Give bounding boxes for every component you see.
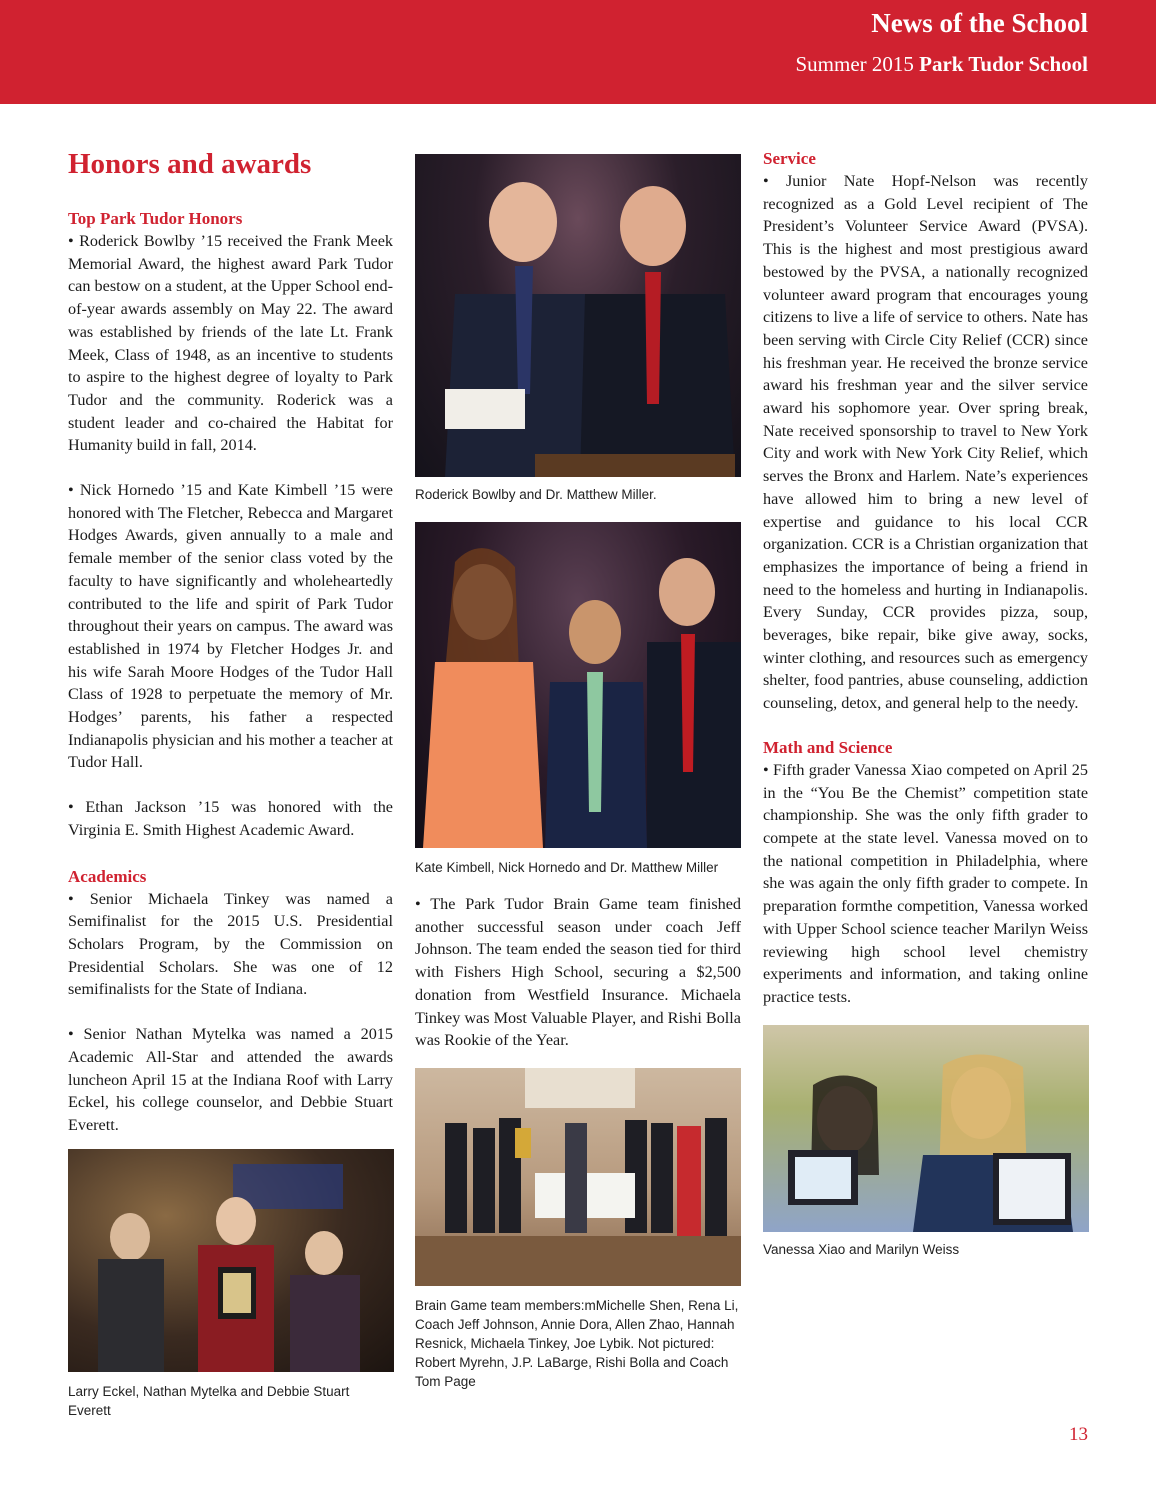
paragraph-brain-game: • The Park Tudor Brain Game team finished another successful season under coach Jeff Johnson. The team ended the season tied for third with Fishers High School, securing a $2,500 donation from Westfield Insurance. Michaela Tinkey was Most Valuable Player, and Rishi Bolla was Rookie of the Year.: [415, 895, 741, 1050]
section-heading: Honors and awards: [68, 148, 312, 180]
subhead-math-science: Math and Science: [763, 737, 893, 757]
photo-bowlby-miller: [415, 154, 741, 477]
masthead-title: News of the School: [871, 8, 1088, 38]
masthead-season: Summer 2015: [795, 52, 914, 76]
paragraph-jackson: • Ethan Jackson ’15 was honored with the Virginia E. Smith Highest Academic Award.: [68, 798, 393, 839]
subhead-academics: Academics: [68, 866, 147, 886]
paragraph-bowlby: • Roderick Bowlby ’15 received the Frank Meek Memorial Award, the highest award Park Tudor can bestow on a student, at the Upper School end-of-year awards assembly on May 22. The award was established by friends of the late Lt. Frank Meek, Class of 1948, as an incentive to students to aspire to the highest degree of loyalty to Park Tudor and the community. Roderick was a student leader and co-chaired the Habitat for Humanity build in fall, 2014.: [68, 232, 393, 455]
subhead-service: Service: [763, 149, 816, 168]
caption-brain-game-team: Brain Game team members:mMichelle Shen, Rena Li, Coach Jeff Johnson, Annie Dora, Allen Zhao, Hannah Resnick, Michaela Tinkey, Joe Lybik. Not pictured: Robert Myrehn, J.P. LaBarge, Rishi Bolla and Coach Tom Page: [415, 1297, 739, 1389]
column-middle: [415, 154, 741, 1391]
caption-eckel-mytelka-everett: Larry Eckel, Nathan Mytelka and Debbie Stuart Everett: [68, 1383, 350, 1418]
caption-xiao-weiss: Vanessa Xiao and Marilyn Weiss: [763, 1241, 960, 1257]
masthead: [0, 0, 1156, 104]
column-right: [763, 148, 1088, 1259]
photo-brain-game-team: [415, 1068, 741, 1286]
photo-kimbell-hornedo-miller: [415, 522, 741, 848]
photo-xiao-weiss: [763, 1025, 1089, 1232]
masthead-school: Park Tudor School: [919, 52, 1088, 76]
paragraph-tinkey: • Senior Michaela Tinkey was named a Semifinalist for the 2015 U.S. Presidential Scholars Program, by the Commission on Presidential Scholars. She was one of 12 semifinalists for the State of Indiana.: [68, 889, 393, 999]
photo-eckel-mytelka-everett: [68, 1149, 394, 1372]
page-number: 13: [1069, 1424, 1088, 1445]
subhead-top-honors: Top Park Tudor Honors: [68, 209, 243, 228]
paragraph-hopf-nelson: • Junior Nate Hopf-Nelson was recently recognized as a Gold Level recipient of The President’s Volunteer Service Award (PVSA). This is the highest and most prestigious award bestowed by the PVSA, a nationally recognized volunteer award program that encourages young citizens to live a life of service to others. Nate has been serving with Circle City Relief (CCR) since his freshman year. He received the bronze service award his freshman year and the silver service award his sophomore year. Over spring break, Nate received sponsorship to travel to New York City and work with New York City Relief, which serves the Bronx and Harlem. Nate’s experiences have allowed him to bring a new level of expertise and guidance to his local CCR organization. CCR is a Christian organization that emphasizes the importance of being a friend in need to the homeless and hurting in Indianapolis. Every Sunday, CCR provides pizza, soup, beverages, bike repair, bike give away, socks, winter clothing, and resources such as emergency shelter, food pantries, abuse counseling, addiction counseling, detox, and general help to the needy.: [763, 172, 1088, 713]
paragraph-xiao: • Fifth grader Vanessa Xiao competed on April 25 in the “You Be the Chemist” competition state championship. She was the only fifth grader to compete at the state level. Vanessa moved on to the national competition in Philadelphia, where she was again the only fifth grader to compete. In preparation formthe competition, Vanessa worked with Upper School science teacher Marilyn Weiss reviewing high school level chemistry experiments and information, and taking online practice tests.: [763, 760, 1088, 1006]
caption-kimbell-hornedo-miller: Kate Kimbell, Nick Hornedo and Dr. Matthew Miller: [415, 860, 719, 875]
paragraph-hodges-awards: • Nick Hornedo ’15 and Kate Kimbell ’15 were honored with The Fletcher, Rebecca and Margaret Hodges Awards, given annually to a male and female member of the senior class voted by the faculty to have significantly and wholeheartedly contributed to the life and spirit of Park Tudor throughout their years on campus. The award was established in 1974 by Fletcher Hodges Jr. and his wife Sarah Moore Hodges of the Tudor Hall Class of 1928 to perpetuate the memory of Mr. Hodges’ parents, his father a respected Indianapolis physician and his mother a teacher at Tudor Hall.: [68, 481, 393, 772]
paragraph-mytelka: • Senior Nathan Mytelka was named a 2015 Academic All-Star and attended the awards luncheon April 15 at the Indiana Roof with Larry Eckel, his college counselor, and Debbie Stuart Everett.: [68, 1025, 393, 1134]
masthead-subtitle: [795, 52, 1088, 77]
caption-bowlby-miller: Roderick Bowlby and Dr. Matthew Miller.: [415, 487, 657, 502]
column-left: [68, 146, 393, 1420]
